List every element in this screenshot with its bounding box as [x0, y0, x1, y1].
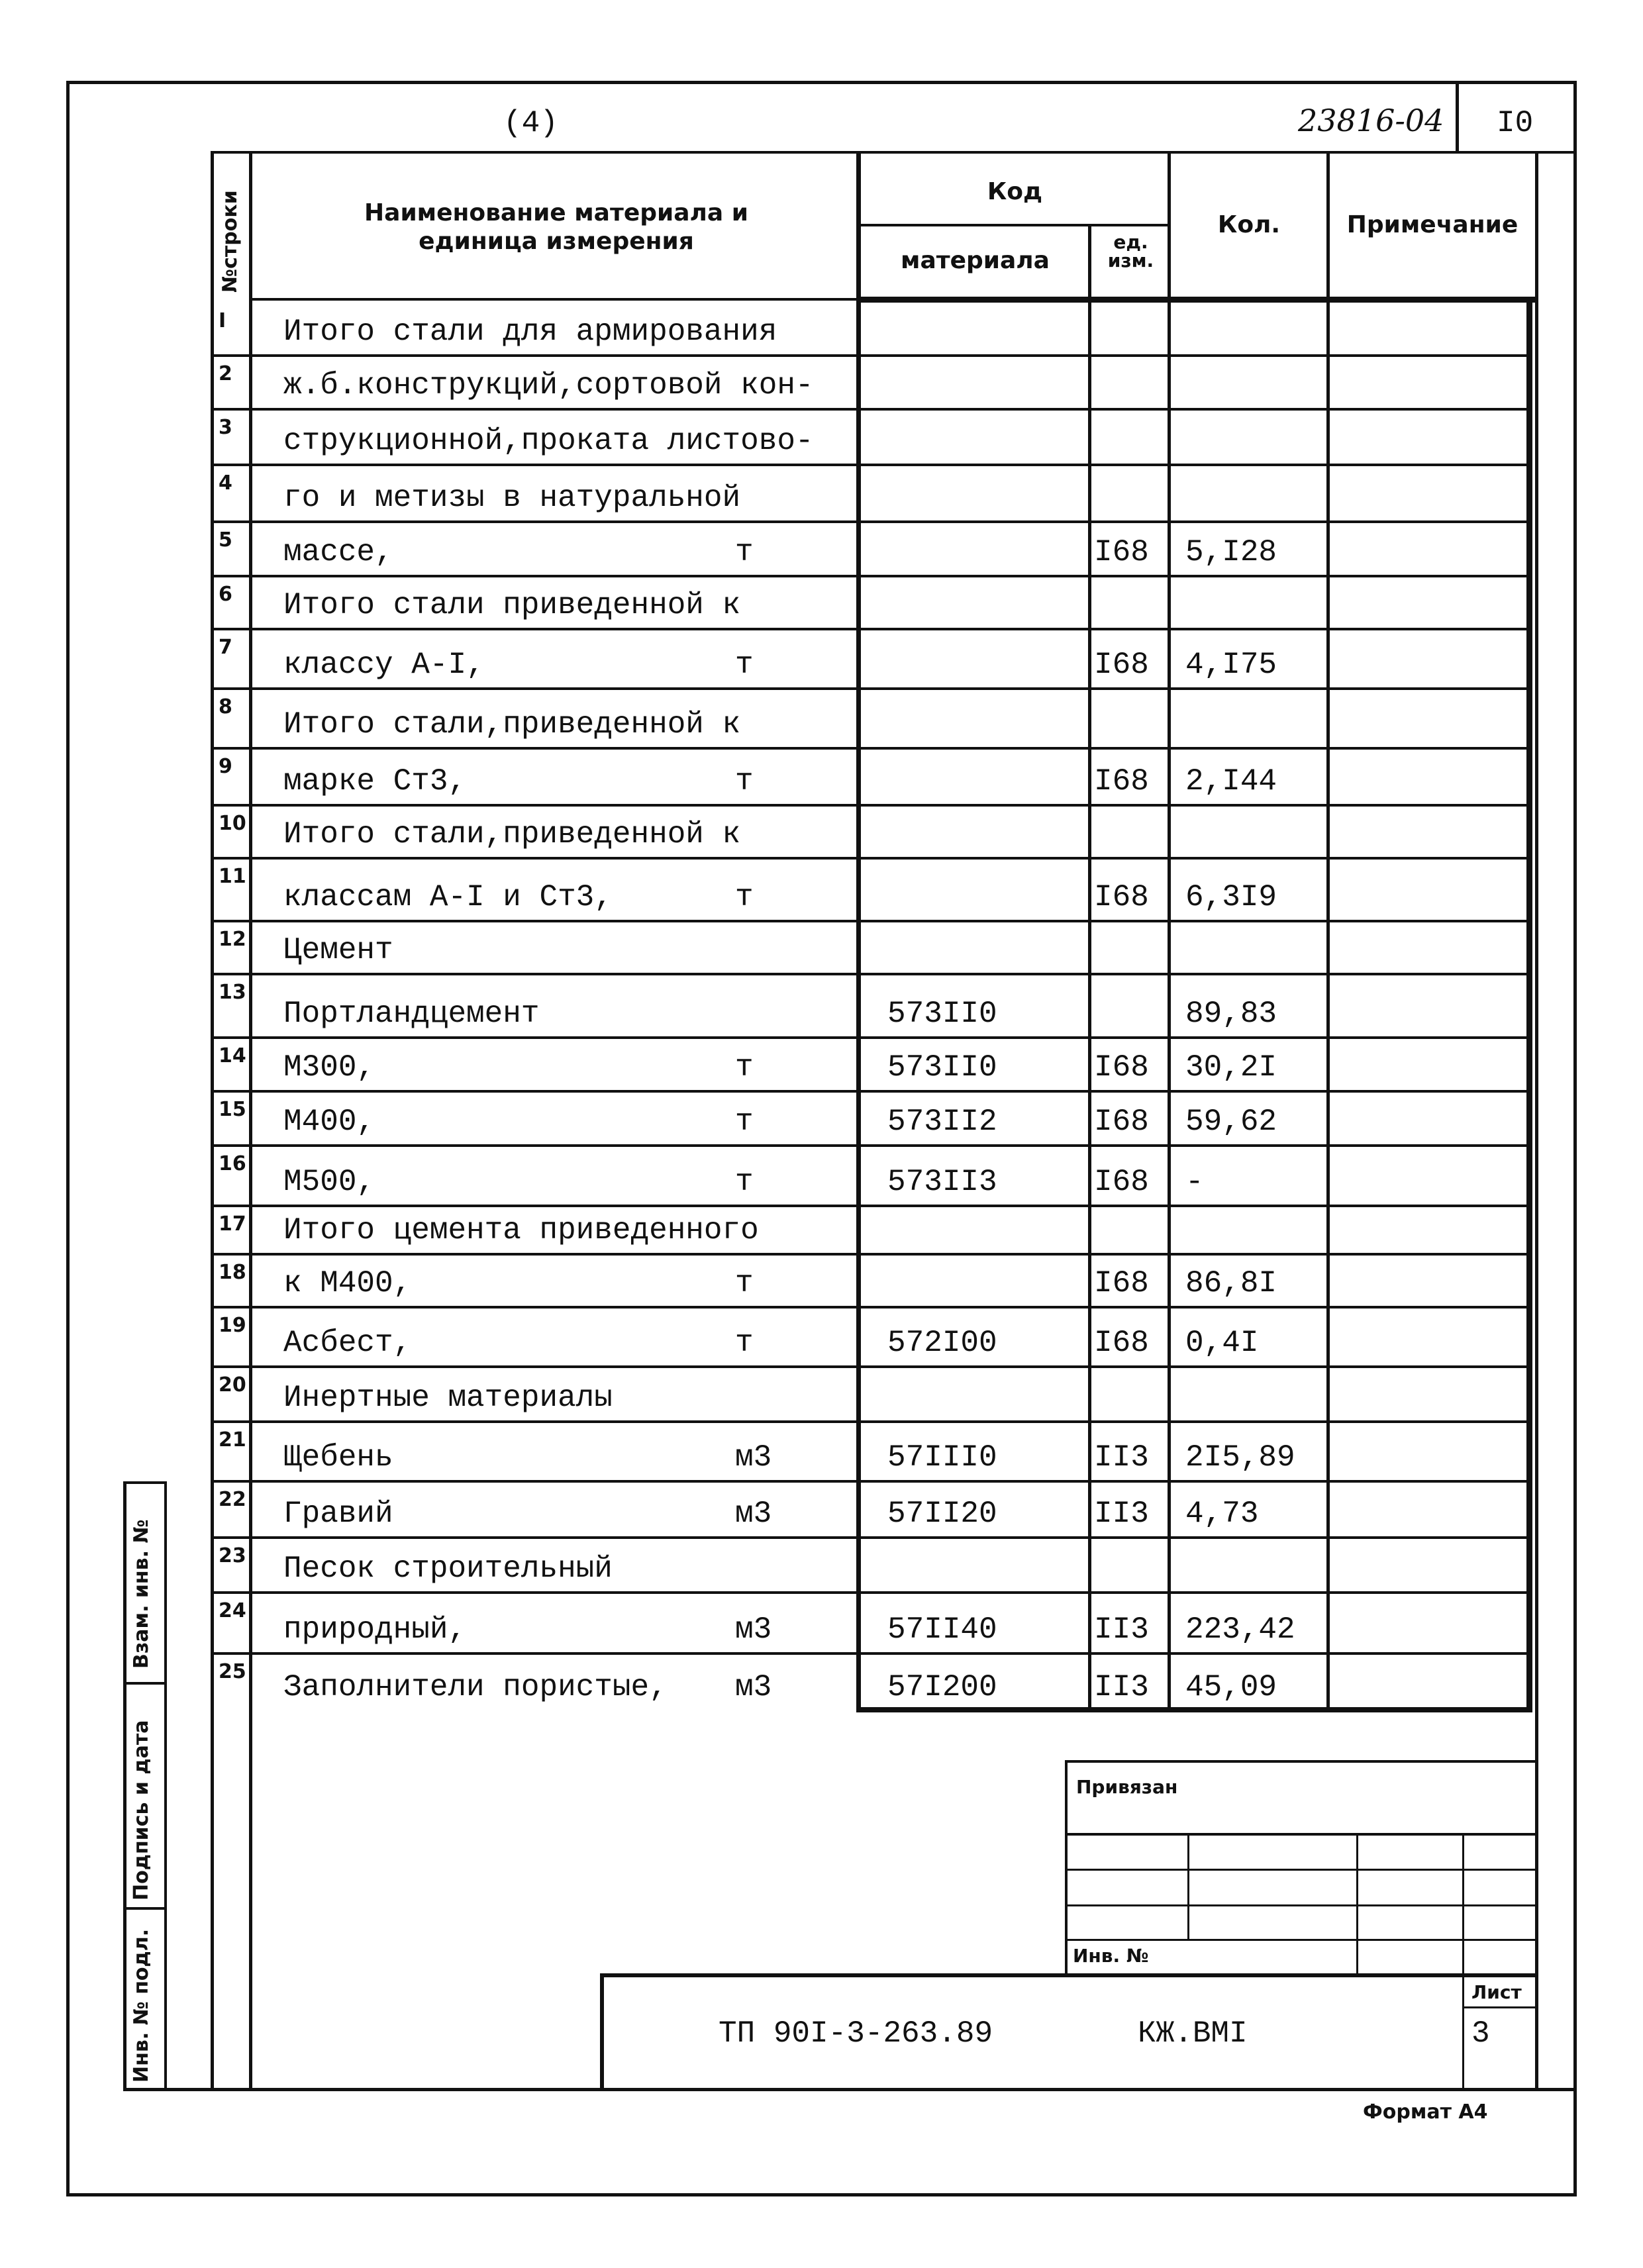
unit: т	[735, 1165, 754, 1199]
col-unit-code: ед. изм.	[1107, 231, 1154, 271]
quantity: 2,I44	[1185, 764, 1277, 799]
page-number: I0	[1497, 106, 1534, 140]
quantity: 4,I75	[1185, 648, 1277, 682]
doc-number: 23816-04	[1298, 103, 1444, 138]
row-number: 5	[219, 528, 232, 552]
material-name: го и метизы в натуральной	[283, 481, 741, 515]
format-label: Формат А4	[1363, 2100, 1488, 2124]
unit: м3	[735, 1440, 772, 1475]
quantity: 2I5,89	[1185, 1440, 1295, 1475]
unit-code: I68	[1094, 764, 1149, 799]
unit: т	[735, 880, 754, 914]
unit-code: II3	[1094, 1440, 1149, 1475]
quantity: 59,62	[1185, 1105, 1277, 1139]
frame-top	[66, 81, 1576, 84]
material-code: 57II40	[887, 1612, 997, 1647]
table-row	[0, 1422, 1643, 1481]
row-number: 23	[219, 1544, 246, 1567]
quantity: 4,73	[1185, 1497, 1259, 1531]
table-row	[0, 805, 1643, 858]
unit-code: II3	[1094, 1670, 1149, 1704]
row-number: 10	[219, 812, 246, 835]
material-code: 57III0	[887, 1440, 997, 1475]
row-number: 14	[219, 1044, 246, 1067]
material-name: классу А-I,	[283, 648, 485, 682]
table-row	[0, 1146, 1643, 1206]
table-row	[0, 858, 1643, 921]
col-code-group: Код	[987, 178, 1043, 205]
privyazan-label: Привязан	[1076, 1776, 1178, 1798]
table-row	[0, 1538, 1643, 1593]
material-name: Итого стали приведенной к	[283, 588, 741, 622]
material-name: Щебень	[283, 1440, 393, 1475]
material-name: Заполнители пористые,	[283, 1670, 668, 1704]
material-name: марке Ст3,	[283, 764, 467, 799]
material-code: 572I00	[887, 1326, 997, 1360]
col-note: Примечание	[1346, 211, 1519, 238]
table-row	[0, 409, 1643, 465]
unit: т	[735, 764, 754, 799]
row-number: 13	[219, 981, 246, 1004]
row-number: 21	[219, 1428, 246, 1452]
row-number: 19	[219, 1314, 246, 1337]
unit-code: II3	[1094, 1612, 1149, 1647]
quantity: 5,I28	[1185, 535, 1277, 569]
material-name: к М400,	[283, 1266, 412, 1301]
table-row	[0, 522, 1643, 576]
material-code: 573II0	[887, 997, 997, 1031]
quantity: 223,42	[1185, 1612, 1295, 1647]
list-label: Лист	[1471, 1981, 1522, 2003]
material-name: М500,	[283, 1165, 375, 1199]
table-row	[0, 1307, 1643, 1367]
material-name: Песок строительный	[283, 1552, 613, 1586]
row-number: 6	[219, 583, 232, 606]
unit: т	[735, 1266, 754, 1301]
quantity: 6,3I9	[1185, 880, 1277, 914]
material-name: струкционной,проката листово-	[283, 424, 814, 458]
doc-code: ТП 90I-3-263.89	[719, 2016, 993, 2051]
unit-code: I68	[1094, 1165, 1149, 1199]
material-name: Цемент	[283, 933, 393, 967]
col-row-no-label: №строки	[219, 190, 242, 293]
table-row	[0, 1593, 1643, 1653]
material-code: 57II20	[887, 1497, 997, 1531]
table-row	[0, 1653, 1643, 1711]
quantity: 89,83	[1185, 997, 1277, 1031]
quantity: -	[1185, 1165, 1204, 1199]
col-material-code: материала	[901, 247, 1050, 274]
row-number: 22	[219, 1488, 246, 1511]
table-row	[0, 303, 1643, 356]
material-name: массе,	[283, 535, 393, 569]
quantity: 45,09	[1185, 1670, 1277, 1704]
unit: м3	[735, 1670, 772, 1704]
table-row	[0, 748, 1643, 805]
unit: т	[735, 535, 754, 569]
unit-code: I68	[1094, 535, 1149, 569]
material-name: классам А-I и Ст3,	[283, 880, 613, 914]
material-name: Итого стали для армирования	[283, 315, 777, 349]
row-number: 24	[219, 1599, 246, 1622]
frame-bottom	[66, 2193, 1576, 2196]
row-number: 9	[219, 755, 232, 778]
row-number: 20	[219, 1373, 246, 1397]
material-code: 573II3	[887, 1165, 997, 1199]
material-name: Гравий	[283, 1497, 393, 1531]
material-name: природный,	[283, 1612, 467, 1647]
table-row	[0, 465, 1643, 522]
unit: т	[735, 1050, 754, 1085]
table-row	[0, 921, 1643, 974]
row-number: 25	[219, 1660, 246, 1683]
material-name: М300,	[283, 1050, 375, 1085]
row-number: 18	[219, 1261, 246, 1284]
row-number: 8	[219, 695, 232, 718]
row-number: I	[219, 309, 226, 332]
row-number: 16	[219, 1152, 246, 1175]
row-number: 7	[219, 636, 232, 659]
table-row	[0, 1481, 1643, 1538]
table-row	[0, 1038, 1643, 1091]
quantity: 0,4I	[1185, 1326, 1259, 1360]
material-name: Итого цемента приведенного	[283, 1213, 759, 1248]
material-name: М400,	[283, 1105, 375, 1139]
section-label: (4)	[503, 106, 558, 140]
page-box-left	[1456, 81, 1459, 154]
material-code: 57I200	[887, 1670, 997, 1704]
table-row	[0, 974, 1643, 1038]
row-number: 12	[219, 928, 246, 951]
material-name: Итого стали,приведенной к	[283, 707, 741, 742]
material-code: 573II0	[887, 1050, 997, 1085]
header-bottom	[212, 151, 1576, 154]
material-name: ж.б.конструкций,сортовой кон-	[283, 368, 814, 403]
row-number: 2	[219, 362, 232, 385]
unit-code: I68	[1094, 1326, 1149, 1360]
material-code: 573II2	[887, 1105, 997, 1139]
stamp-vzam: Взам. инв. №	[130, 1519, 153, 1669]
table-row	[0, 356, 1643, 409]
unit-code: I68	[1094, 1266, 1149, 1301]
table-row	[0, 1091, 1643, 1146]
table-row	[0, 1254, 1643, 1307]
table-row	[0, 576, 1643, 629]
material-name: Портландцемент	[283, 997, 540, 1031]
col-name: Наименование материала и единица измерения	[364, 199, 748, 256]
inv-no-label: Инв. №	[1073, 1945, 1149, 1967]
table-row	[0, 629, 1643, 689]
quantity: 30,2I	[1185, 1050, 1277, 1085]
row-number: 3	[219, 416, 232, 439]
unit: м3	[735, 1497, 772, 1531]
table-row	[0, 1206, 1643, 1254]
material-name: Асбест,	[283, 1326, 412, 1360]
material-name: Итого стали,приведенной к	[283, 817, 741, 852]
unit-code: I68	[1094, 648, 1149, 682]
stamp-podpis: Подпись и дата	[130, 1720, 153, 1900]
table-row	[0, 1367, 1643, 1422]
stamp-inv-podl: Инв. № подл.	[130, 1928, 153, 2083]
col-qty: Кол.	[1217, 211, 1281, 238]
col-row-no	[213, 154, 249, 297]
unit-code: I68	[1094, 1105, 1149, 1139]
unit: т	[735, 648, 754, 682]
unit-code: I68	[1094, 1050, 1149, 1085]
table-row	[0, 689, 1643, 748]
material-name: Инертные материалы	[283, 1381, 613, 1415]
unit: т	[735, 1326, 754, 1360]
list-value: 3	[1471, 2016, 1490, 2051]
sheet-code: КЖ.ВМI	[1138, 2016, 1248, 2051]
row-number: 17	[219, 1212, 246, 1236]
unit-code: II3	[1094, 1497, 1149, 1531]
unit-code: I68	[1094, 880, 1149, 914]
row-number: 15	[219, 1098, 246, 1121]
unit: м3	[735, 1612, 772, 1647]
unit: т	[735, 1105, 754, 1139]
row-number: 11	[219, 865, 246, 888]
quantity: 86,8I	[1185, 1266, 1277, 1301]
row-number: 4	[219, 471, 232, 495]
